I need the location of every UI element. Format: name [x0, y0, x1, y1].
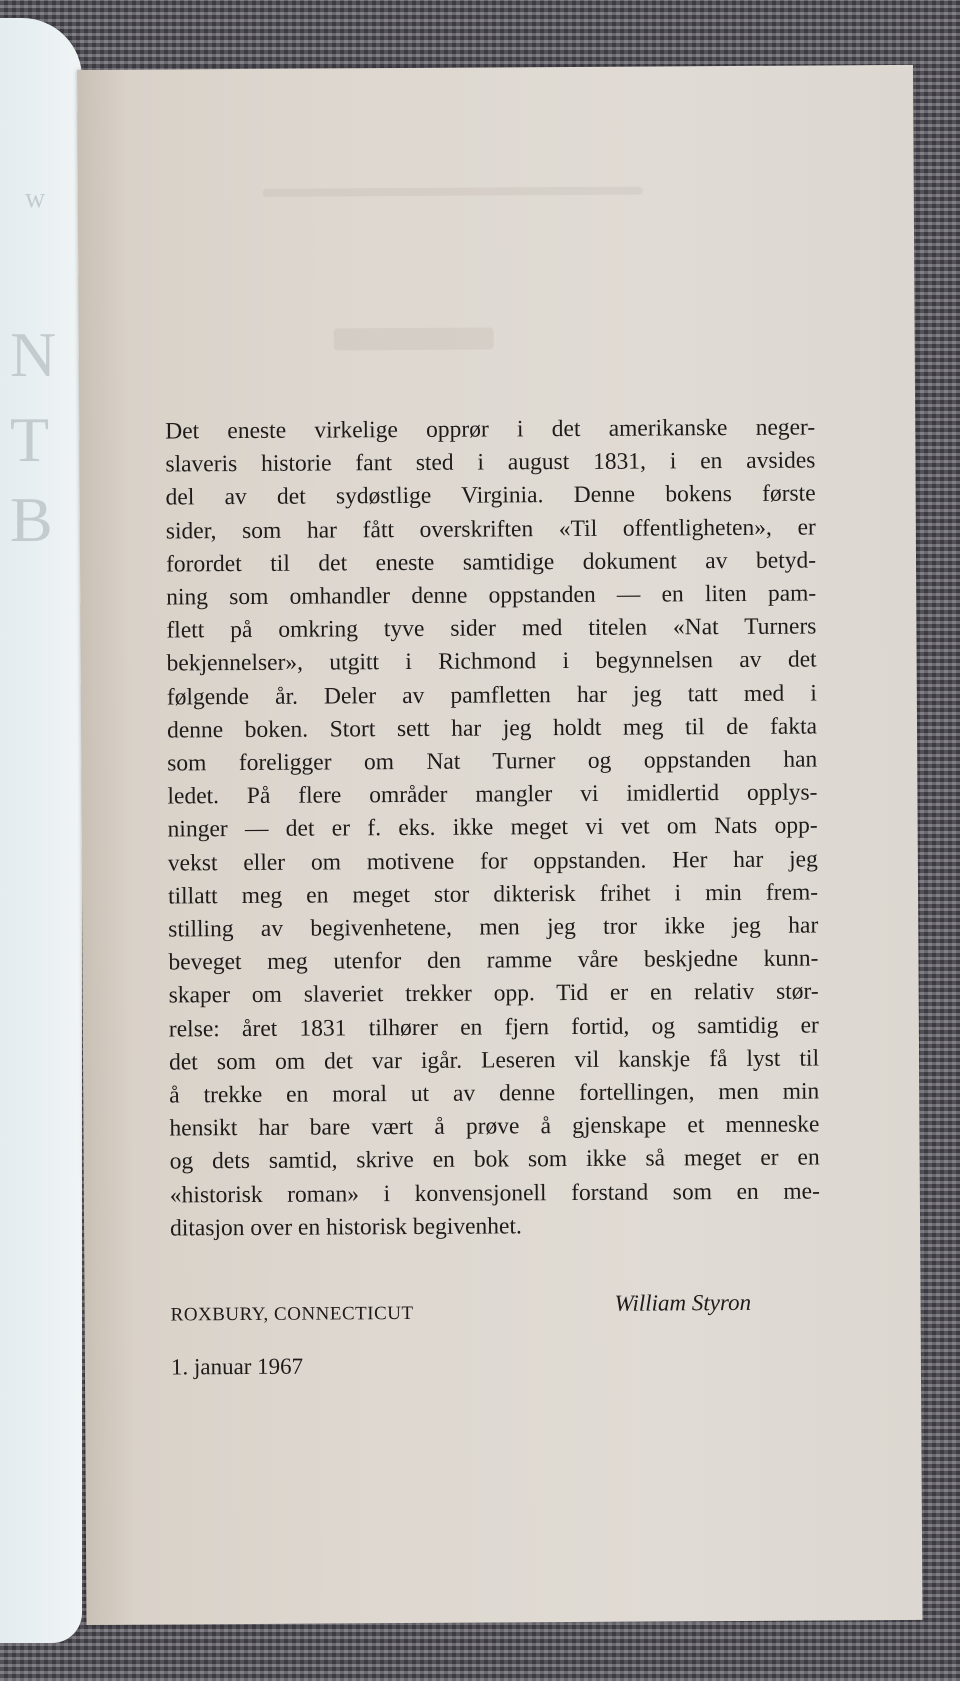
text-line: ning som omhandler denne oppstanden — en liten pam-: [166, 580, 817, 611]
bleed-through-glyph: w: [25, 183, 46, 214]
text-line: flett på omkring tyve sider med titelen «Nat Turners: [166, 613, 817, 644]
text-line: sider, som har fått overskriften «Til offentligheten», er: [165, 514, 816, 545]
text-line: som foreligger om Nat Turner og oppstanden han: [167, 746, 818, 777]
text-line: bekjennelser», utgitt i Richmond i begynnelsen av det: [166, 646, 817, 677]
text-line: «historisk roman» i konvensjonell forstand som en me-: [169, 1178, 820, 1209]
bleed-through-word: [334, 327, 494, 350]
text-line: skaper om slaveriet trekker opp. Tid er en relativ stør-: [168, 978, 819, 1009]
text-line: ninger — det er f. eks. ikke meget vi vet om Nats opp-: [167, 812, 818, 843]
text-line: det som om det var igår. Leseren vil kanskje få lyst til: [168, 1045, 820, 1076]
place-line: ROXBURY, CONNECTICUT: [170, 1302, 414, 1326]
text-line: stilling av begivenhetene, men jeg tror ikke jeg har: [168, 912, 819, 943]
text-line: slaveris historie fant sted i august 1831, i en avsides: [165, 447, 816, 478]
text-line: å trekke en moral ut av denne fortellingen, men min: [169, 1078, 820, 1109]
facing-left-page: [0, 18, 82, 1643]
text-line: ditasjon over en historisk begivenhet.: [169, 1213, 522, 1242]
text-line: ledet. På flere områder mangler vi imidlertid opplys-: [167, 779, 818, 810]
text-line: beveget meg utenfor den ramme våre beskjedne kunn-: [168, 945, 819, 976]
text-line: vekst eller om motivene for oppstanden. Her har jeg: [167, 846, 818, 877]
text-line: følgende år. Deler av pamfletten har jeg tatt med i: [166, 680, 817, 711]
date-line: 1. januar 1967: [170, 1353, 304, 1380]
bleed-through-glyph: T: [10, 404, 50, 475]
text-line: relse: året 1831 tilhører en fjern fortid, og samtidig er: [168, 1012, 819, 1043]
bleed-through-glyph: B: [10, 484, 53, 555]
text-line: og dets samtid, skrive en bok som ikke så meget er en: [169, 1144, 820, 1175]
foreword-paragraph: [165, 411, 820, 1245]
text-line: Det eneste virkelige opprør i det amerikanske neger-: [165, 414, 816, 445]
text-line: hensikt har bare vært å prøve å gjenskape et menneske: [169, 1111, 820, 1142]
bleed-through-glyph: N: [10, 319, 57, 390]
text-line: forordet til det eneste samtidige dokument av betyd-: [165, 547, 817, 578]
text-line: del av det sydøstlige Virginia. Denne bokens første: [165, 480, 816, 511]
text-line: tillatt meg en meget stor dikterisk frihet i min frem-: [167, 879, 819, 910]
author-signature: William Styron: [614, 1289, 752, 1316]
book-page: [77, 65, 922, 1625]
text-line: denne boken. Stort sett har jeg holdt meg til de fakta: [166, 713, 818, 744]
bleed-through-rule: [263, 187, 643, 197]
